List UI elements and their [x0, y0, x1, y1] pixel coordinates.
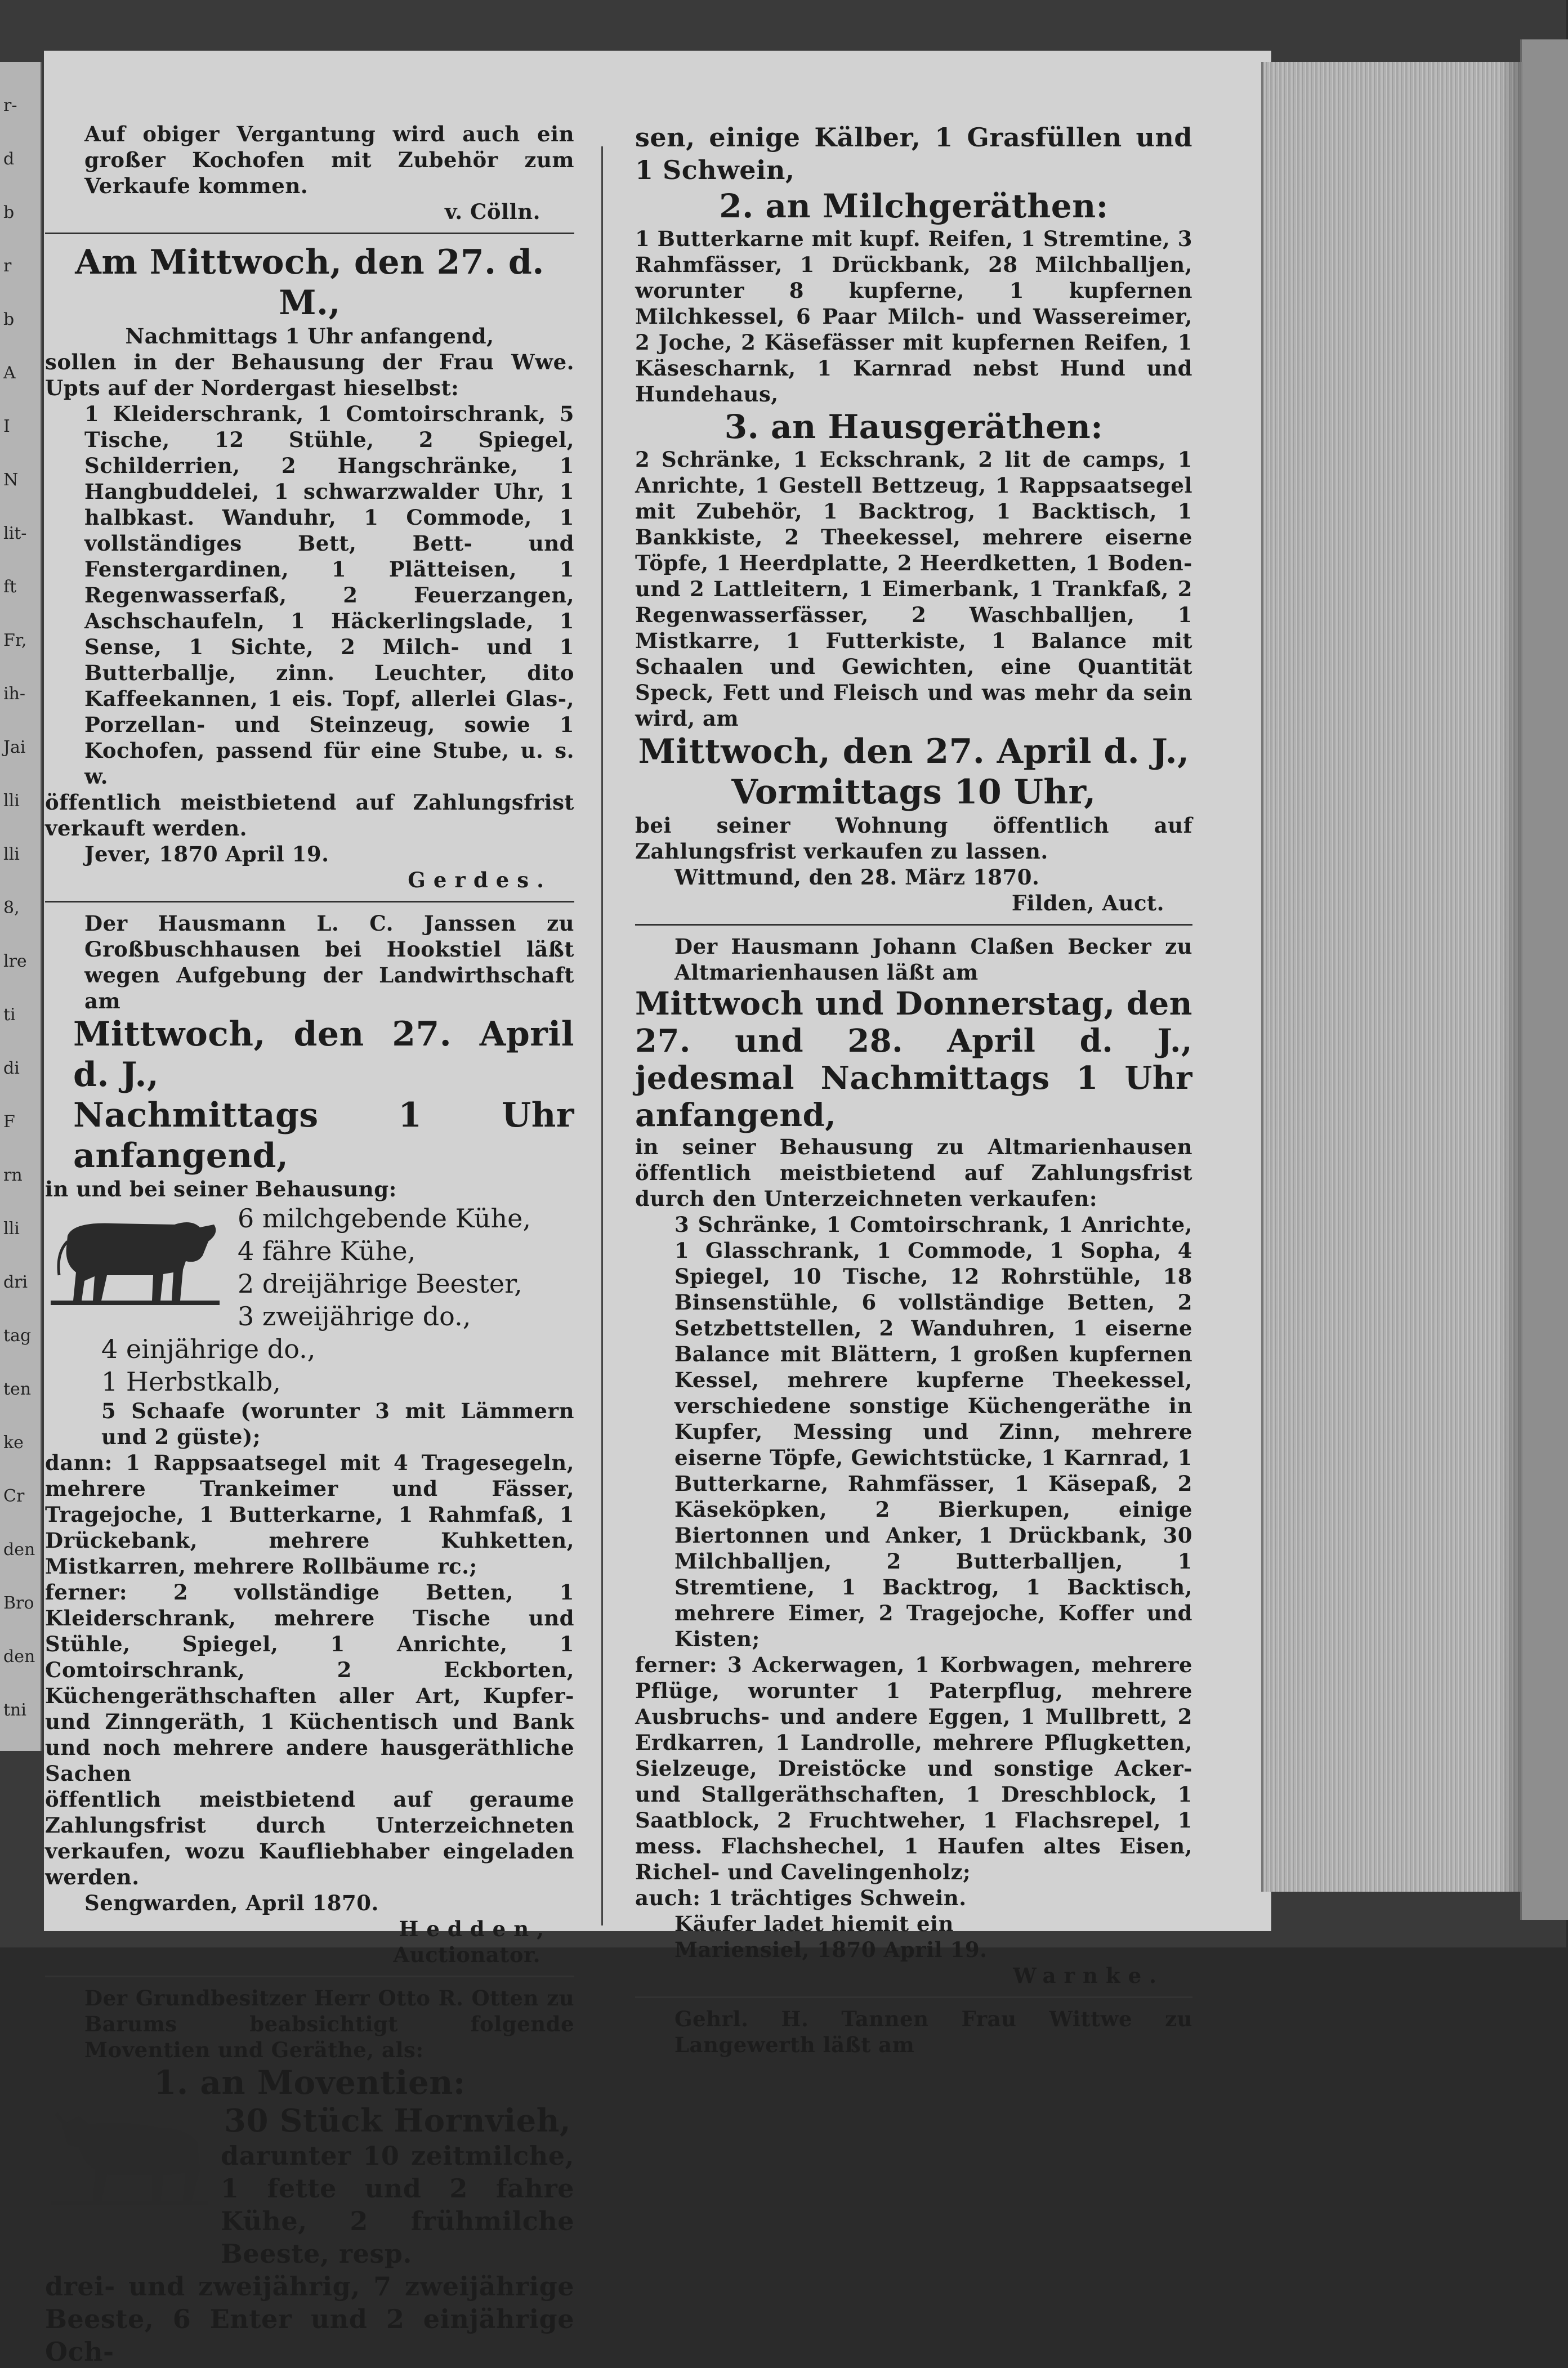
margin-fragment: A — [3, 363, 16, 383]
auction-5-ferner: ferner: 3 Ackerwagen, 1 Korbwagen, mehrere Pflüge, worunter 1 Paterpflug, mehrere Ausbruchs- und andere Eggen, 1 Mullbrett, 2 Erdkarren, 1 Landrolle, mehrere Pflugketten, Sielzeuge, Dreistöcke und sonstige Acker- und Stallgeräthschaften, 1 Dreschblock, 1 Saatblock, 2 Fruchtweher, 1 Flachsrepel, 1 mess. Flachshechel, 1 Haufen altes Eisen, Richel- und Cavelingenholz; — [635, 1652, 1192, 1884]
auction-3-herd-text: darunter 10 zeitmilche, 1 fette und 2 fahre Kühe, 2 frühmilche Beeste, resp. — [221, 2141, 574, 2269]
lot-line: 1 Herbstkalb, — [101, 1366, 281, 1397]
margin-fragment: Jai — [3, 738, 26, 757]
lot-line: 6 milchgebende Kühe, — [238, 1203, 531, 1234]
margin-fragment: Fr, — [3, 631, 27, 650]
rule — [635, 1996, 1192, 1998]
previous-page-strip — [0, 62, 42, 1751]
auction-6-intro: Gehrl. H. Tannen Frau Wittwe zu Langewerth läßt am — [674, 2007, 1192, 2057]
continuation-text: sen, einige Kälber, 1 Grasfüllen und 1 Schwein, — [635, 122, 1192, 185]
rule — [45, 901, 574, 902]
auction-5-invite: Käufer ladet hiemit ein — [674, 1911, 954, 1936]
book-cover-edge — [1520, 39, 1568, 1920]
auction-1-items: 1 Kleiderschrank, 1 Comtoirschrank, 5 Tische, 12 Stühle, 2 Spiegel, Schilderrien, 2 Hangschränke, 1 Hangbuddelei, 1 schwarzwalder Uhr, 1 halbkast. Wanduhr, 1 Commode, 1 vollständiges Bett, Bett- und Fenstergardinen, 1 Plätteisen, 1 Regenwasserfaß, 2 Feuerzangen, Aschschaufeln, 1 Häckerlingslade, 1 Sense, 1 Sichte, 2 Milch- und 1 Butterballje, zinn. Leuchter, dito Kaffeekannen, 1 eis. Topf, allerlei Glas-, Porzellan- und Steinzeug, sowie 1 Kochofen, passend für eine Stube, u. s. w. — [84, 401, 574, 789]
margin-fragment: F — [3, 1112, 15, 1132]
margin-fragment: r — [3, 256, 12, 276]
margin-fragment: Bro — [3, 1593, 34, 1613]
margin-fragment: lli — [3, 791, 20, 811]
lot-line: 2 dreijährige Beester, — [238, 1268, 522, 1299]
notice-1-text: Auf obiger Vergantung wird auch ein großer Kochofen mit Zubehör zum Verkaufe kommen. — [84, 122, 574, 198]
left-column — [45, 121, 574, 2368]
auction-2-ferner: ferner: 2 vollständige Betten, 1 Kleiderschrank, mehrere Tische und Stühle, Spiegel, 1 Anrichte, 1 Comtoirschrank, 2 Eckborten, Küchengeräthschaften aller Art, Kupfer- und Zinngeräth, 1 Küchentisch und Bank und noch mehrere andere hausgeräthliche Sachen — [45, 1580, 574, 1786]
auction-3-intro: Der Grundbesitzer Herr Otto R. Otten zu Barums beabsichtigt folgende Moventien und Geräthe, als: — [84, 1986, 574, 2062]
margin-fragment: lre — [3, 951, 27, 971]
auction-4-signature: Filden, Auct. — [1011, 891, 1164, 915]
margin-fragment: tag — [3, 1326, 32, 1346]
auction-2-heading-time: Nachmittags 1 Uhr anfangend, — [73, 1096, 574, 1176]
margin-fragment: 8, — [3, 898, 20, 918]
auction-2-intro: Der Hausmann L. C. Janssen zu Großbuschhausen bei Hookstiel läßt wegen Aufgebung der Landwirthschaft am — [84, 911, 574, 1013]
margin-fragment: N — [3, 470, 19, 490]
auction-1-date: Jever, 1870 April 19. — [84, 842, 329, 866]
margin-fragment: b — [3, 203, 15, 222]
auction-5-intro: Der Hausmann Johann Claßen Becker zu Altmarienhausen läßt am — [674, 934, 1192, 985]
margin-fragment: den — [3, 1540, 35, 1560]
margin-fragment: lli — [3, 845, 20, 864]
auction-5-text: in seiner Behausung zu Altmarienhausen öffentlich meistbietend auf Zahlungsfrist durch den Unterzeichneten verkaufen: — [635, 1134, 1192, 1211]
margin-fragment: ten — [3, 1379, 32, 1399]
margin-fragment: di — [3, 1058, 20, 1078]
notice-1-signature: v. Cölln. — [444, 199, 540, 224]
section-milk-text: 1 Butterkarne mit kupf. Reifen, 1 Stremtine, 3 Rahmfässer, 1 Drückbank, 28 Milchballjen, worunter 8 kupferne, 1 kupfernen Milchkessel, 6 Paar Milch- und Wassereimer, 2 Joche, 2 Käsefässer mit kupfernen Reifen, 1 Käsescharnk, 1 Karnrad nebst Hund und Hundehaus, — [635, 226, 1192, 406]
auction-5-signature: Warnke. — [1013, 1963, 1164, 1988]
auction-1-tail: öffentlich meistbietend auf Zahlungsfrist verkauft werden. — [45, 790, 574, 841]
auction-5-items: 3 Schränke, 1 Comtoirschrank, 1 Anrichte, 1 Glasschrank, 1 Commode, 1 Sopha, 4 Spiegel, 10 Tische, 12 Rohrstühle, 18 Binsenstühle, 6 vollständige Betten, 2 Setzbettstellen, 2 Wanduhren, 1 eiserne Balance mit Blättern, 1 großen kupfernen Kessel, mehrere kupferne Theekessel, verschiedene sonstige Küchengeräthe in Kupfer, Messing und Zinn, mehrere eiserne Töpfe, Gewichtstücke, 1 Karnrad, 1 Butterkarne, Rahmfässer, 1 Käsepaß, 2 Käseköpken, 2 Bierkupen, einige Biertonnen und Anker, 1 Drückbank, 30 Milchballjen, 2 Butterballjen, 1 Stremtiene, 1 Backtrog, 1 Backtisch, mehrere Eimer, 2 Tragejoche, Koffer und Kisten; — [674, 1212, 1192, 1651]
rule — [635, 924, 1192, 926]
margin-fragment: ti — [3, 1005, 16, 1025]
column-divider — [601, 146, 603, 1925]
rule — [45, 1976, 574, 1977]
auction-5-heading: Mittwoch und Donnerstag, den 27. und 28. April d. J., jedesmal Nachmittags 1 Uhr anfangend, — [635, 985, 1192, 1134]
auction-3-heading: 1. an Moventien: — [154, 2063, 466, 2102]
auction-2-location: in und bei seiner Behausung: — [45, 1177, 397, 1201]
auction-3-herd-tail: drei- und zweijährig, 7 zweijährige Beeste, 6 Enter und 2 einjährige Och- — [45, 2271, 574, 2367]
margin-fragment: r- — [3, 96, 17, 115]
auction-2-signature-name: Hedden, — [399, 1916, 552, 1941]
auction-4-heading-time: Vormittags 10 Uhr, — [731, 772, 1096, 812]
margin-fragment: I — [3, 417, 10, 436]
rule — [45, 233, 574, 234]
page-block-edge — [1261, 62, 1522, 1892]
right-column — [635, 121, 1192, 2058]
auction-1-subheading: Nachmittags 1 Uhr anfangend, — [125, 324, 494, 349]
cow-illustration — [45, 1202, 231, 1309]
margin-fragment: ih- — [3, 684, 26, 704]
margin-fragment: Cr — [3, 1486, 25, 1506]
margin-fragment: ft — [3, 577, 17, 597]
auction-1-heading: Am Mittwoch, den 27. d. M., — [75, 243, 544, 323]
section-milk-heading: 2. an Milchgeräthen: — [719, 187, 1109, 225]
margin-fragment: tni — [3, 1700, 26, 1720]
margin-fragment: lit- — [3, 524, 27, 543]
auction-2-signature-title: Auctionator. — [393, 1942, 540, 1967]
auction-4-tail: bei seiner Wohnung öffentlich auf Zahlungsfrist verkaufen zu lassen. — [635, 813, 1192, 864]
margin-fragment: den — [3, 1647, 35, 1666]
lot-line: 4 einjährige do., — [101, 1334, 316, 1364]
lot-line: 3 zweijährige do., — [238, 1301, 471, 1332]
lot-line: 4 fähre Kühe, — [238, 1236, 416, 1266]
ox-illustration — [45, 2102, 214, 2209]
margin-fragment: ke — [3, 1433, 24, 1453]
section-household-text: 2 Schränke, 1 Eckschrank, 2 lit de camps, 1 Anrichte, 1 Gestell Bettzeug, 1 Rappsaatsegel mit Zubehör, 1 Backtrog, 1 Backtisch, 1 Bankkiste, 2 Theekessel, mehrere eiserne Töpfe, 1 Heerdplatte, 2 Heerdketten, 1 Boden- und 2 Lattleitern, 1 Eimerbank, 1 Trankfaß, 2 Regenwasserfässer, 2 Waschballjen, 1 Mistkarre, 1 Futterkiste, 1 Balance mit Schaalen und Gewichten, eine Quantität Speck, Fett und Fleisch und was mehr da sein wird, am — [635, 447, 1192, 731]
margin-fragment: d — [3, 149, 15, 169]
auction-2-sheep: 5 Schaafe (worunter 3 mit Lämmern und 2 güste); — [101, 1399, 574, 1449]
auction-1-signature: Gerdes. — [408, 868, 552, 892]
auction-1-intro: sollen in der Behausung der Frau Wwe. Upts auf der Nordergast hieselbst: — [45, 350, 574, 400]
section-household-heading: 3. an Hausgeräthen: — [724, 408, 1104, 446]
auction-2-livestock — [45, 1202, 574, 1333]
auction-2-dann: dann: 1 Rappsaatsegel mit 4 Tragesegeln, mehrere Trankeimer und Fässer, Tragejoche, 1 Butterkarne, 1 Rahmfaß, 1 Drückebank, mehrere Kuhketten, Mistkarren, mehrere Rollbäume rc.; — [45, 1450, 574, 1579]
margin-fragment: dri — [3, 1272, 28, 1292]
auction-4-heading-date: Mittwoch, den 27. April d. J., — [638, 732, 1190, 771]
auction-3-herd — [45, 2102, 574, 2270]
auction-5-auch: auch: 1 trächtiges Schwein. — [635, 1886, 967, 1910]
margin-fragment: lli — [3, 1219, 20, 1239]
margin-fragment: b — [3, 310, 15, 329]
auction-5-date: Mariensiel, 1870 April 19. — [674, 1937, 988, 1962]
margin-fragment: rn — [3, 1165, 23, 1185]
auction-3-herd-heading: 30 Stück Hornvieh, — [224, 2102, 571, 2139]
auction-2-tail: öffentlich meistbietend auf geraume Zahlungsfrist durch Unterzeichneten verkaufen, wozu Kaufliebhaber eingeladen werden. — [45, 1787, 574, 1889]
auction-2-date: Sengwarden, April 1870. — [84, 1891, 379, 1915]
auction-2-heading-date: Mittwoch, den 27. April d. J., — [73, 1015, 574, 1094]
auction-4-place: Wittmund, den 28. März 1870. — [674, 865, 1040, 890]
